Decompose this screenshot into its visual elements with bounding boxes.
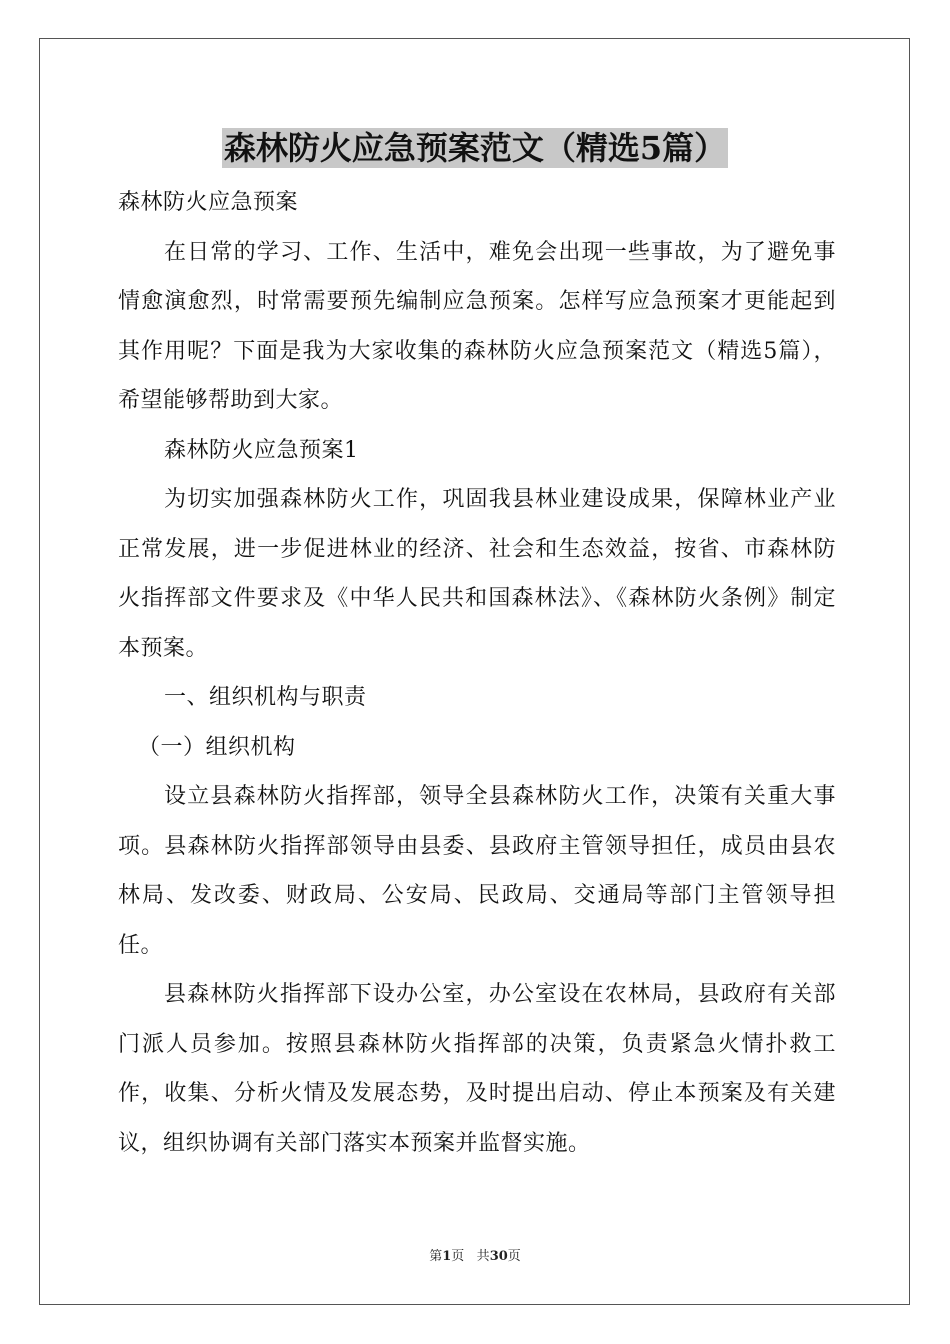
total-suffix: 页 xyxy=(507,1249,521,1264)
subsection-heading: （一）组织机构 xyxy=(138,734,296,760)
document-heading: 森林防火应急预案 xyxy=(118,190,299,215)
title-container xyxy=(0,128,950,168)
document-body xyxy=(118,178,836,1168)
subsection-heading: 一、组织机构与职责 xyxy=(164,685,367,710)
page-number: 1 xyxy=(442,1249,452,1264)
page-footer xyxy=(0,1248,950,1266)
body-paragraph: 为切实加强森林防火工作，巩固我县林业建设成果，保障林业产业正常发展，进一步促进林业的经济、社会和生态效益，按省、市森林防火指挥部文件要求及《中华人民共和国森林法》、《森林防火条例》制定本预案。 xyxy=(118,487,836,661)
page-prefix: 第 xyxy=(429,1249,443,1264)
intro-paragraph: 在日常的学习、工作、生活中，难免会出现一些事故，为了避免事情愈演愈烈，时常需要预先编制应急预案。怎样写应急预案才更能起到其作用呢？下面是我为大家收集的森林防火应急预案范文（精选5篇），希望能够帮助到大家。 xyxy=(118,239,836,413)
section-heading: 森林防火应急预案1 xyxy=(164,437,359,463)
body-paragraph: 县森林防火指挥部下设办公室，办公室设在农林局，县政府有关部门派人员参加。按照县森林防火指挥部的决策，负责紧急火情扑救工作，收集、分析火情及发展态势，及时提出启动、停止本预案及有关建议，组织协调有关部门落实本预案并监督实施。 xyxy=(118,982,836,1156)
body-paragraph: 设立县森林防火指挥部，领导全县森林防火工作，决策有关重大事项。县森林防火指挥部领导由县委、县政府主管领导担任，成员由县农林局、发改委、财政局、公安局、民政局、交通局等部门主管领导担任。 xyxy=(118,784,836,958)
document-title: 森林防火应急预案范文（精选5篇） xyxy=(223,129,727,167)
total-prefix: 共 xyxy=(476,1249,490,1264)
total-pages: 30 xyxy=(489,1249,508,1264)
page-suffix: 页 xyxy=(451,1249,465,1264)
